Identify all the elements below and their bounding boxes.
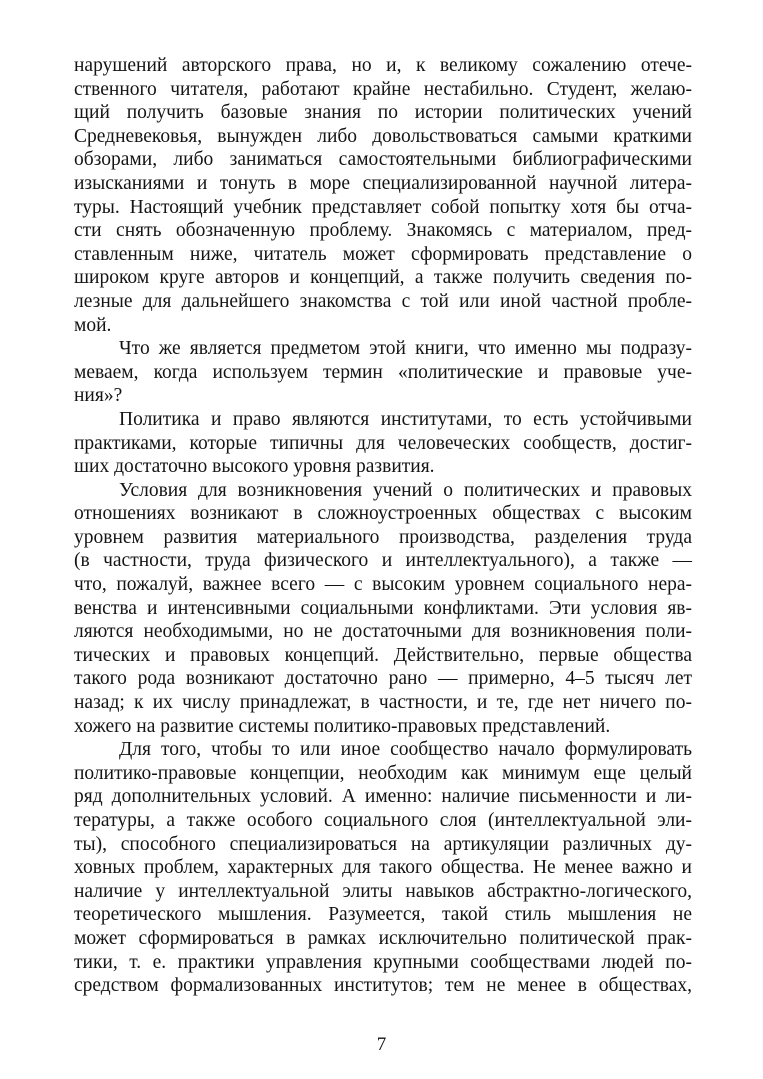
text-line: Что же является предметом этой книги, что именно мы подразу-	[119, 338, 692, 360]
body-text	[74, 54, 692, 998]
paragraph-2	[74, 337, 692, 408]
paragraph-3	[74, 408, 692, 479]
text-line: мой.	[74, 314, 112, 336]
text-line: средством формализованных институтов; тем не менее в обществах,	[74, 975, 692, 997]
text-line: ния»?	[74, 385, 123, 407]
text-line: Политика и право являются институтами, то есть устойчивыми	[119, 408, 692, 430]
text-line: уровнем развития материального производства, разделения труда	[74, 526, 692, 548]
text-line: тических и правовых концепций. Действительно, первые общества	[74, 644, 692, 666]
text-line: Условия для возникновения учений о политических и правовых	[119, 479, 692, 501]
text-line: ховных проблем, характерных для такого общества. Не менее важно и	[74, 857, 692, 879]
text-line: политико-правовые концепции, необходим как минимум еще целый	[74, 762, 692, 784]
text-line: назад; к их числу принадлежат, в частности, и те, где нет ничего по-	[74, 692, 692, 714]
text-line: обзорами, либо заниматься самостоятельными библиографическими	[74, 149, 692, 171]
text-line: ряд дополнительных условий. А именно: наличие письменности и ли-	[74, 786, 692, 808]
text-line: такого рода возникают достаточно рано — примерно, 4–5 тысяч лет	[74, 668, 692, 690]
text-line: нарушений авторского права, но и, к великому сожалению отече-	[74, 55, 692, 76]
text-line: венства и интенсивными социальными конфликтами. Эти условия яв-	[74, 597, 692, 619]
text-line: сти снять обозначенную проблему. Знакомясь с материалом, пред-	[74, 220, 692, 242]
text-line: ставленным ниже, читатель может сформировать представление о	[74, 243, 692, 265]
paragraph-1	[74, 54, 692, 337]
text-line: изысканиями и тонуть в море специализированной научной литера-	[74, 172, 692, 194]
text-line: практиками, которые типичны для человеческих сообществ, достиг-	[74, 432, 692, 454]
text-line: Средневековья, вынужден либо довольствоваться самыми краткими	[74, 125, 692, 147]
page-number: 7	[376, 1034, 387, 1055]
paragraph-4	[74, 479, 692, 739]
text-line: (в частности, труда физического и интеллектуального), а также —	[74, 550, 692, 572]
text-line: Для того, чтобы то или иное сообщество начало формулировать	[119, 739, 692, 761]
text-line: ших достаточно высокого уровня развития.	[74, 456, 435, 478]
text-line: щий получить базовые знания по истории политических учений	[74, 102, 692, 124]
text-line: тературы, а также особого социального слоя (интеллектуальной эли-	[74, 810, 692, 831]
text-line: тики, т. е. практики управления крупными сообществами людей по-	[74, 951, 692, 973]
text-line: ственного читателя, работают крайне нестабильно. Студент, желаю-	[74, 78, 692, 100]
text-line: хожего на развитие системы политико-правовых представлений.	[74, 715, 611, 737]
text-line: меваем, когда используем термин «политические и правовые уче-	[74, 361, 692, 383]
paragraph-5	[74, 738, 692, 998]
text-line: что, пожалуй, важнее всего — с высоким уровнем социального нера-	[74, 574, 692, 596]
text-line: может сформироваться в рамках исключительно политической прак-	[74, 927, 692, 949]
text-line: туры. Настоящий учебник представляет собой попытку хотя бы отча-	[74, 196, 692, 218]
text-line: широком круге авторов и концепций, а также получить сведения по-	[74, 267, 692, 289]
text-line: ляются необходимыми, но не достаточными для возникновения поли-	[74, 621, 692, 643]
text-line: теоретического мышления. Разумеется, такой стиль мышления не	[74, 904, 692, 926]
text-line: наличие у интеллектуальной элиты навыков абстрактно-логического,	[74, 880, 692, 902]
text-line: ты), способного специализироваться на артикуляции различных ду-	[74, 833, 692, 855]
text-line: лезные для дальнейшего знакомства с той или иной частной пробле-	[74, 290, 692, 312]
text-line: отношениях возникают в сложноустроенных обществах с высоким	[74, 503, 692, 525]
